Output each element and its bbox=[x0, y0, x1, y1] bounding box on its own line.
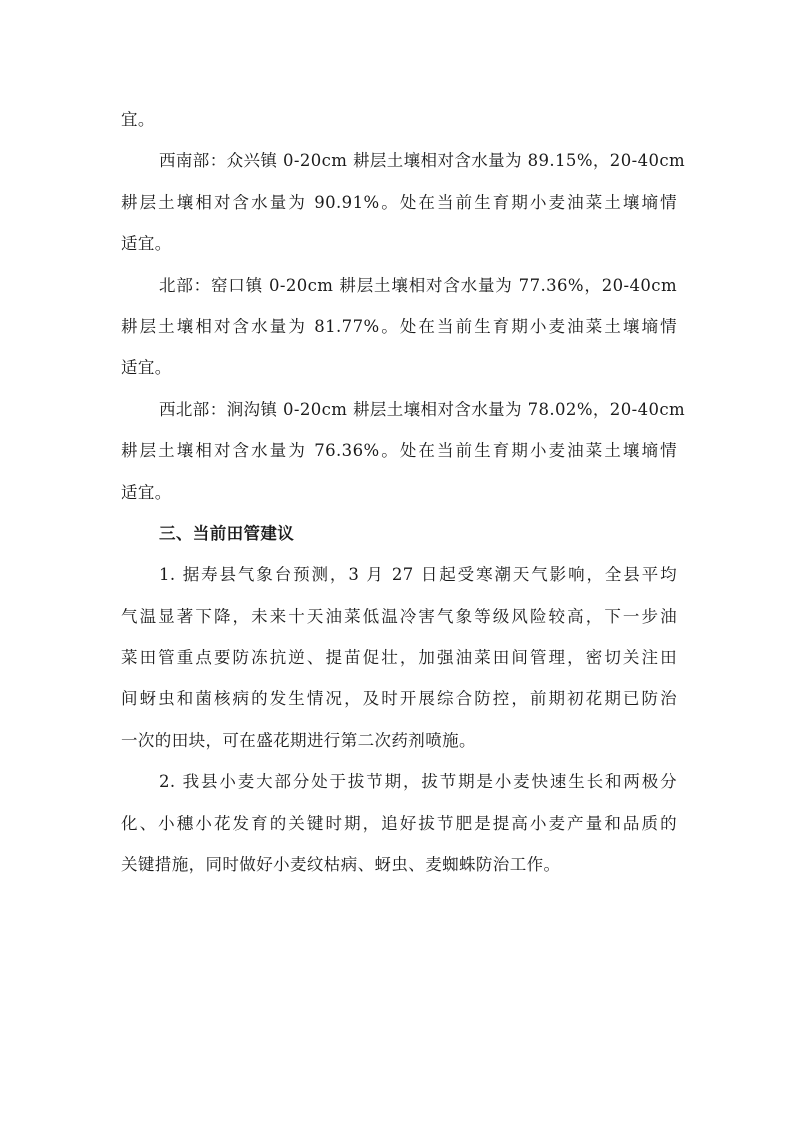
paragraph-southwest-line: 适宜。 bbox=[121, 234, 172, 254]
paragraph-suggestion-1-line: 菜田管重点要防冻抗逆、提苗促壮，加强油菜田间管理，密切关注田 bbox=[121, 648, 677, 668]
paragraph-north-line: 耕层土壤相对含水量为 81.77%。处在当前生育期小麦油菜土壤墒情 bbox=[121, 316, 677, 336]
paragraph-north-line: 适宜。 bbox=[121, 358, 172, 378]
paragraph-southwest-line: 西南部：众兴镇 0-20cm 耕层土壤相对含水量为 89.15%，20-40cm bbox=[159, 151, 686, 171]
paragraph-suggestion-1-line: 间蚜虫和菌核病的发生情况，及时开展综合防控，前期初花期已防治 bbox=[121, 689, 677, 709]
paragraph-southwest-line: 耕层土壤相对含水量为 90.91%。处在当前生育期小麦油菜土壤墒情 bbox=[121, 192, 677, 212]
section-heading: 三、当前田管建议 bbox=[159, 523, 295, 543]
paragraph-suggestion-2-line: 关键措施，同时做好小麦纹枯病、蚜虫、麦蜘蛛防治工作。 bbox=[121, 855, 561, 875]
paragraph-suggestion-1-line: 1. 据寿县气象台预测，3 月 27 日起受寒潮天气影响，全县平均 bbox=[159, 565, 677, 585]
paragraph-suggestion-1-line: 气温显著下降，未来十天油菜低温冷害气象等级风险较高，下一步油 bbox=[121, 606, 677, 626]
paragraph-northwest-line: 耕层土壤相对含水量为 76.36%。处在当前生育期小麦油菜土壤墒情 bbox=[121, 441, 677, 461]
paragraph-northwest-line: 西北部：涧沟镇 0-20cm 耕层土壤相对含水量为 78.02%，20-40cm bbox=[159, 399, 686, 419]
paragraph-suggestion-2-line: 2. 我县小麦大部分处于拔节期，拔节期是小麦快速生长和两极分 bbox=[159, 772, 677, 792]
paragraph-north-line: 北部：窑口镇 0-20cm 耕层土壤相对含水量为 77.36%，20-40cm bbox=[159, 275, 677, 295]
paragraph-suggestion-2-line: 化、小穗小花发育的关键时期，追好拔节肥是提高小麦产量和品质的 bbox=[121, 813, 677, 833]
document-body bbox=[121, 99, 686, 885]
paragraph-line: 宜。 bbox=[121, 110, 155, 129]
paragraph-suggestion-1-line: 一次的田块，可在盛花期进行第二次药剂喷施。 bbox=[121, 730, 476, 750]
paragraph-northwest-line: 适宜。 bbox=[121, 482, 172, 502]
